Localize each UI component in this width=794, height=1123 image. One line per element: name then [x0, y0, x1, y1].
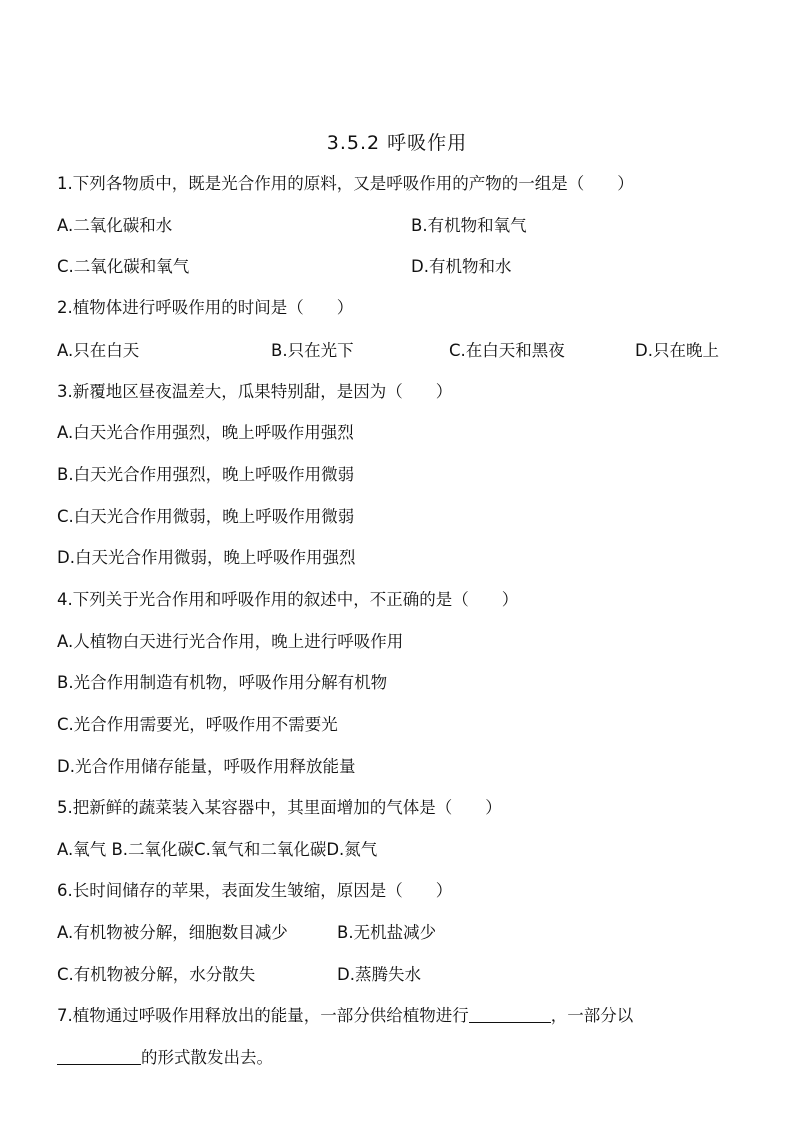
answer-blank-1[interactable] [469, 1004, 551, 1023]
question-1-option-c: C.二氧化碳和氧气 [57, 257, 190, 276]
question-4-option-d: D.光合作用储存能量，呼吸作用释放能量 [57, 757, 356, 776]
question-4-stem: 4.下列关于光合作用和呼吸作用的叙述中，不正确的是（ ） [57, 590, 519, 609]
question-2-stem: 2.植物体进行呼吸作用的时间是（ ） [57, 298, 354, 317]
question-6-option-b: B.无机盐减少 [337, 923, 437, 942]
question-1-stem: 1.下列各物质中，既是光合作用的原料，又是呼吸作用的产物的一组是（ ） [57, 174, 634, 193]
question-7-text-1: 7.植物通过呼吸作用释放出的能量，一部分供给植物进行 [57, 1006, 469, 1025]
question-6-option-a: A.有机物被分解，细胞数目减少 [57, 923, 288, 942]
question-7-line-1 [57, 1004, 633, 1028]
question-2-option-d: D.只在晚上 [635, 341, 719, 360]
worksheet-title: 3.5.2 呼吸作用 [326, 132, 468, 154]
question-3-option-a: A.白天光合作用强烈，晚上呼吸作用强烈 [57, 423, 354, 442]
question-7-text-2: ，一部分以 [550, 1006, 634, 1025]
question-1-option-a: A.二氧化碳和水 [57, 216, 173, 235]
question-5-stem: 5.把新鲜的蔬菜装入某容器中，其里面增加的气体是（ ） [57, 798, 502, 817]
question-6-option-c: C.有机物被分解，水分散失 [57, 965, 256, 984]
question-4-option-c: C.光合作用需要光，呼吸作用不需要光 [57, 715, 338, 734]
question-1-option-d: D.有机物和水 [411, 257, 512, 276]
question-4-option-b: B.光合作用制造有机物，呼吸作用分解有机物 [57, 673, 388, 692]
question-7-line-2 [57, 1046, 273, 1070]
question-3-option-c: C.白天光合作用微弱，晚上呼吸作用微弱 [57, 507, 355, 526]
question-3-option-d: D.白天光合作用微弱，晚上呼吸作用强烈 [57, 548, 356, 567]
question-3-option-b: B.白天光合作用强烈，晚上呼吸作用微弱 [57, 465, 355, 484]
question-5-options: A.氧气 B.二氧化碳C.氧气和二氧化碳D.氮气 [57, 840, 378, 859]
question-6-stem: 6.长时间储存的苹果，表面发生皱缩，原因是（ ） [57, 881, 453, 900]
question-2-option-b: B.只在光下 [271, 341, 354, 360]
question-2-option-c: C.在白天和黑夜 [449, 341, 565, 360]
question-1-option-b: B.有机物和氧气 [411, 216, 527, 235]
question-4-option-a: A.人植物白天进行光合作用，晚上进行呼吸作用 [57, 632, 404, 651]
question-2-option-a: A.只在白天 [57, 341, 140, 360]
question-6-option-d: D.蒸腾失水 [337, 965, 421, 984]
question-7-text-3: 的形式散发出去。 [141, 1048, 273, 1067]
question-3-stem: 3.新覆地区昼夜温差大，瓜果特别甜，是因为（ ） [57, 382, 453, 401]
answer-blank-2[interactable] [57, 1046, 141, 1065]
